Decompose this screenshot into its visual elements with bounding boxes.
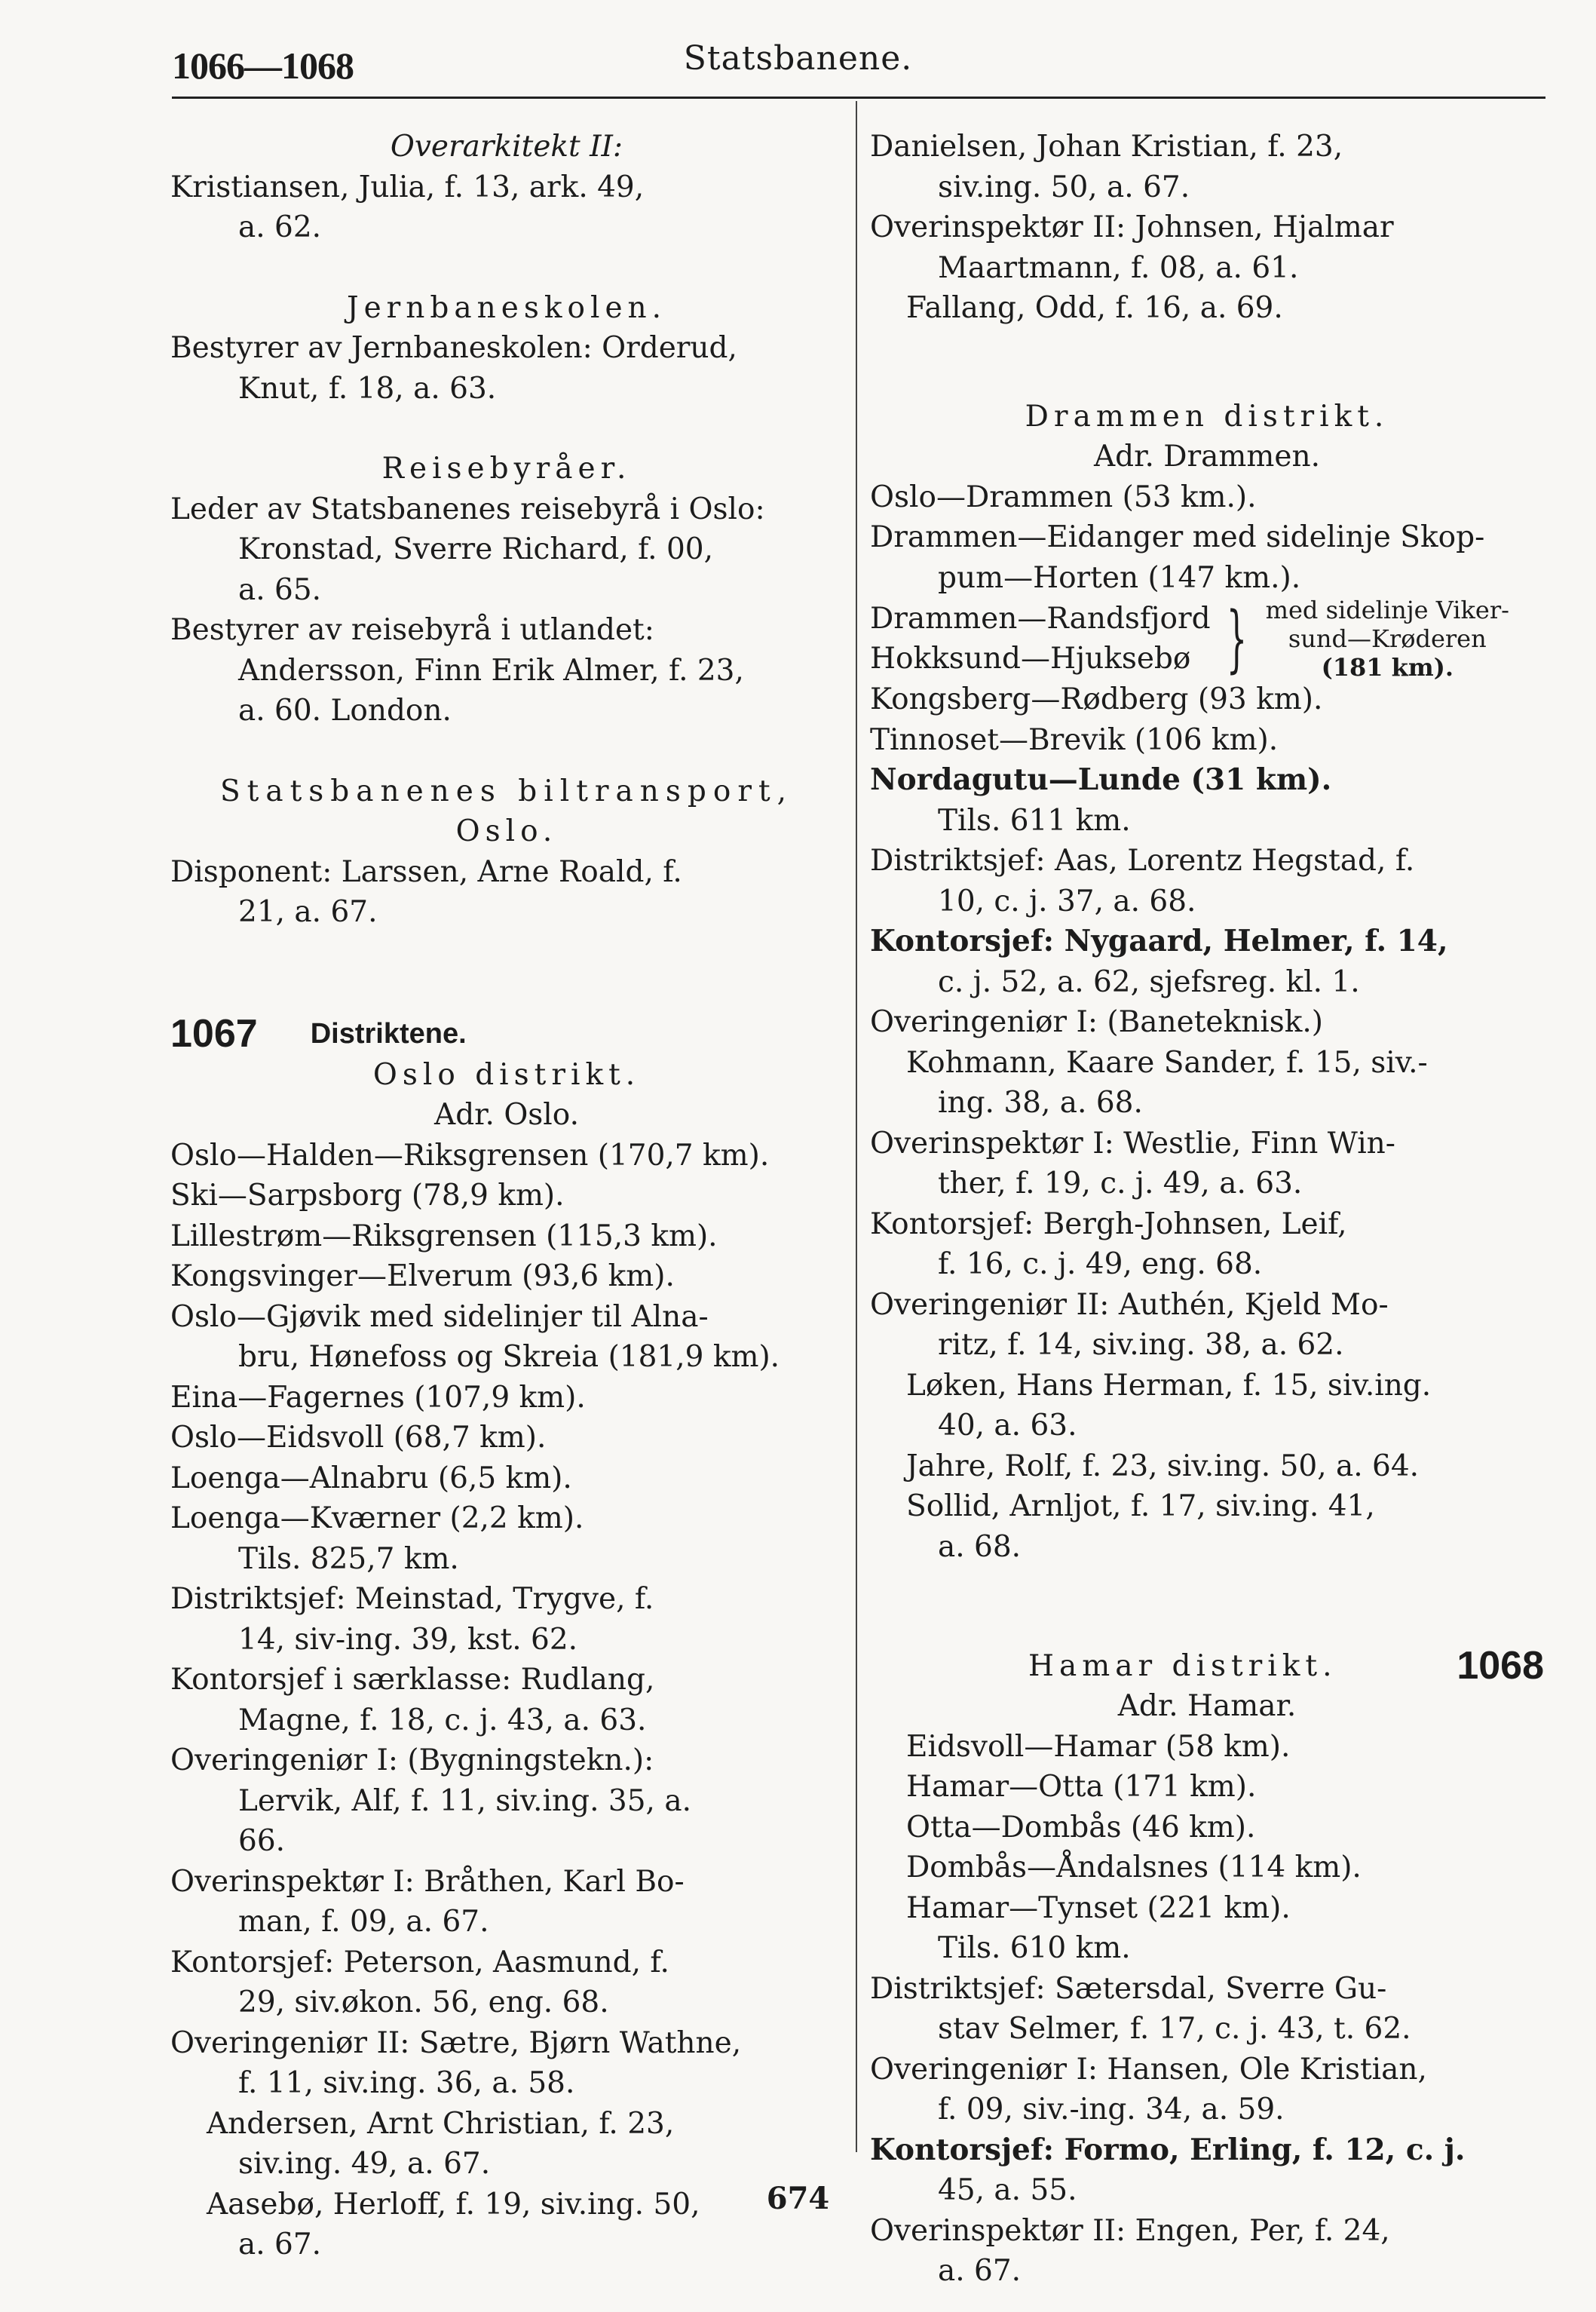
- address-line: Adr. Drammen.: [1093, 440, 1320, 474]
- district-heading: Hamar distrikt.: [1028, 1648, 1337, 1683]
- entry-line: f. 16, c. j. 49, eng. 68.: [938, 1247, 1263, 1281]
- entry-line: Andersson, Finn Erik Almer, f. 23,: [238, 653, 744, 688]
- entry-line: 45, a. 55.: [938, 2173, 1077, 2207]
- entry-line: a. 67.: [938, 2254, 1022, 2288]
- column-rule: [856, 101, 857, 2152]
- district-heading: Drammen distrikt.: [1025, 399, 1389, 434]
- total-line: Tils. 825,7 km.: [238, 1541, 459, 1576]
- entry-line: a. 65.: [238, 572, 322, 607]
- route-line: bru, Hønefoss og Skreia (181,9 km).: [238, 1340, 780, 1374]
- section-number: 1067: [170, 1012, 258, 1056]
- entry-line: Overinspektør II: Engen, Per, f. 24,: [870, 2213, 1390, 2248]
- route-line: Hamar—Otta (171 km).: [906, 1770, 1257, 1804]
- entry-line: Kontorsjef: Formo, Erling, f. 12, c. j.: [870, 2132, 1466, 2167]
- route-line: Oslo—Eidsvoll (68,7 km).: [170, 1421, 547, 1455]
- entry-line: Andersen, Arnt Christian, f. 23,: [207, 2106, 675, 2141]
- route-line: Otta—Dombås (46 km).: [906, 1810, 1256, 1844]
- page-number: 674: [766, 2181, 830, 2216]
- route-line: Ski—Sarpsborg (78,9 km).: [170, 1179, 565, 1213]
- entry-line: Kohmann, Kaare Sander, f. 15, siv.-: [906, 1045, 1428, 1080]
- bracketed-routes: [870, 596, 1544, 682]
- section-heading: Reisebyråer.: [381, 452, 632, 486]
- total-line: Tils. 611 km.: [938, 803, 1131, 838]
- entry-line: Sollid, Arnljot, f. 17, siv.ing. 41,: [906, 1489, 1375, 1523]
- route-line: Hokksund—Hjuksebø: [870, 642, 1191, 676]
- entry-line: Bestyrer av reisebyrå i utlandet:: [170, 613, 654, 647]
- route-line: Kongsvinger—Elverum (93,6 km).: [170, 1259, 675, 1293]
- entry-line: ing. 38, a. 68.: [938, 1086, 1143, 1120]
- section-1068-heading: [870, 1635, 1544, 1686]
- section-heading: Jernbaneskolen.: [346, 290, 667, 325]
- entry-line: Aasebø, Herloff, f. 19, siv.ing. 50,: [207, 2187, 700, 2222]
- section-1067-heading: [170, 1001, 843, 1055]
- section-heading: Statsbanenes biltransport,: [219, 774, 794, 808]
- entry-line: Leder av Statsbanenes reisebyrå i Oslo:: [170, 492, 765, 526]
- section-number: 1068: [1457, 1643, 1544, 1688]
- right-column: [870, 127, 1544, 2292]
- subheading: Overarkitekt II:: [390, 130, 623, 164]
- route-line: Drammen—Eidanger med sidelinje Skop-: [870, 520, 1485, 554]
- entry-line: Knut, f. 18, a. 63.: [238, 371, 497, 406]
- route-line: Lillestrøm—Riksgrensen (115,3 km).: [170, 1219, 718, 1253]
- entry-line: Overingeniør I: (Baneteknisk.): [870, 1005, 1323, 1039]
- entry-line: Danielsen, Johan Kristian, f. 23,: [870, 130, 1343, 164]
- entry-line: 40, a. 63.: [938, 1409, 1077, 1443]
- entry-line: Maartmann, f. 08, a. 61.: [938, 250, 1299, 285]
- entry-line: a. 60. London.: [238, 694, 452, 728]
- district-heading: Oslo distrikt.: [372, 1057, 641, 1092]
- route-line: Eina—Fagernes (107,9 km).: [170, 1380, 586, 1415]
- address-line: Adr. Oslo.: [434, 1098, 579, 1132]
- route-line: Tinnoset—Brevik (106 km).: [870, 722, 1279, 757]
- entry-line: 21, a. 67.: [238, 895, 378, 929]
- entry-line: Distriktsjef: Sætersdal, Sverre Gu-: [870, 1971, 1387, 2006]
- entry-line: Overinspektør II: Johnsen, Hjalmar: [870, 210, 1394, 244]
- address-line: Adr. Hamar.: [1117, 1689, 1297, 1723]
- entry-line: 29, siv.økon. 56, eng. 68.: [238, 1985, 609, 2019]
- route-line: Oslo—Drammen (53 km.).: [870, 480, 1257, 514]
- entry-line: Kontorsjef i særklasse: Rudlang,: [170, 1663, 655, 1697]
- entry-line: a. 67.: [238, 2228, 322, 2261]
- entry-line: Kronstad, Sverre Richard, f. 00,: [238, 532, 713, 566]
- entry-line: man, f. 09, a. 67.: [238, 1905, 489, 1939]
- entry-line: Lervik, Alf, f. 11, siv.ing. 35, a.: [238, 1783, 691, 1818]
- entry-line: 10, c. j. 37, a. 68.: [938, 884, 1196, 918]
- running-title: Statsbanene.: [683, 39, 913, 78]
- entry-line: f. 11, siv.ing. 36, a. 58.: [238, 2066, 575, 2100]
- entry-line: Distriktsjef: Meinstad, Trygve, f.: [170, 1582, 654, 1616]
- bracket-note: med sidelinje Viker- sund—Krøderen (181 km).: [1265, 596, 1509, 682]
- brace-symbol: }: [1226, 596, 1247, 681]
- entry-line: a. 62.: [238, 210, 322, 244]
- section-heading: Oslo.: [455, 814, 558, 848]
- entry-line: Overinspektør I: Westlie, Finn Win-: [870, 1126, 1395, 1161]
- entry-line: 14, siv-ing. 39, kst. 62.: [238, 1622, 578, 1657]
- page-range: 1066—1068: [172, 44, 354, 87]
- entry-line: Løken, Hans Herman, f. 15, siv.ing.: [906, 1368, 1432, 1403]
- entry-line: ritz, f. 14, siv.ing. 38, a. 62.: [938, 1328, 1344, 1362]
- route-line: Eidsvoll—Hamar (58 km).: [906, 1729, 1291, 1764]
- top-rule: [172, 97, 1545, 99]
- entry-line: Magne, f. 18, c. j. 43, a. 63.: [238, 1703, 647, 1737]
- route-line: Hamar—Tynset (221 km).: [906, 1890, 1291, 1925]
- entry-line: Kristiansen, Julia, f. 13, ark. 49,: [170, 170, 645, 204]
- entry-line: Overinspektør I: Bråthen, Karl Bo-: [170, 1864, 685, 1899]
- route-line: pum—Horten (147 km.).: [938, 560, 1301, 595]
- entry-line: Disponent: Larssen, Arne Roald, f.: [170, 854, 682, 889]
- entry-line: Overingeniør I: Hansen, Ole Kristian,: [870, 2052, 1427, 2087]
- entry-line: Kontorsjef: Bergh-Johnsen, Leif,: [870, 1207, 1347, 1241]
- route-line: Loenga—Kværner (2,2 km).: [170, 1501, 584, 1535]
- route-line: Dombås—Åndalsnes (114 km).: [906, 1851, 1362, 1884]
- entry-line: stav Selmer, f. 17, c. j. 43, t. 62.: [938, 2012, 1411, 2046]
- route-line: Drammen—Randsfjord: [870, 602, 1211, 636]
- entry-line: Bestyrer av Jernbaneskolen: Orderud,: [170, 331, 737, 365]
- entry-line: a. 68.: [938, 1529, 1022, 1564]
- total-line: Tils. 610 km.: [938, 1931, 1131, 1965]
- route-line: Kongsberg—Rødberg (93 km).: [870, 682, 1323, 716]
- entry-line: Overingeniør I: (Bygningstekn.):: [170, 1743, 654, 1777]
- entry-line: Kontorsjef: Peterson, Aasmund, f.: [170, 1945, 669, 1979]
- route-line: Nordagutu—Lunde (31 km).: [870, 762, 1332, 797]
- entry-line: c. j. 52, a. 62, sjefsreg. kl. 1.: [938, 964, 1360, 999]
- entry-line: Distriktsjef: Aas, Lorentz Hegstad, f.: [870, 844, 1415, 878]
- entry-line: ther, f. 19, c. j. 49, a. 63.: [938, 1167, 1303, 1200]
- left-column: [170, 127, 843, 2265]
- entry-line: Kontorsjef: Nygaard, Helmer, f. 14,: [870, 924, 1448, 958]
- entry-line: f. 09, siv.-ing. 34, a. 59.: [938, 2093, 1285, 2126]
- entry-line: Jahre, Rolf, f. 23, siv.ing. 50, a. 64.: [906, 1449, 1420, 1483]
- entry-line: siv.ing. 50, a. 67.: [938, 170, 1190, 204]
- entry-line: Overingeniør II: Sætre, Bjørn Wathne,: [170, 2025, 742, 2060]
- entry-line: Fallang, Odd, f. 16, a. 69.: [906, 291, 1283, 325]
- entry-line: siv.ing. 49, a. 67.: [238, 2147, 491, 2181]
- route-line: Oslo—Halden—Riksgrensen (170,7 km).: [170, 1138, 770, 1173]
- route-line: Oslo—Gjøvik med sidelinjer til Alna-: [170, 1299, 709, 1334]
- entry-line: Overingeniør II: Authén, Kjeld Mo-: [870, 1287, 1389, 1322]
- section-title: Distriktene.: [310, 1018, 467, 1050]
- route-line: Loenga—Alnabru (6,5 km).: [170, 1461, 572, 1495]
- entry-line: 66.: [238, 1824, 286, 1858]
